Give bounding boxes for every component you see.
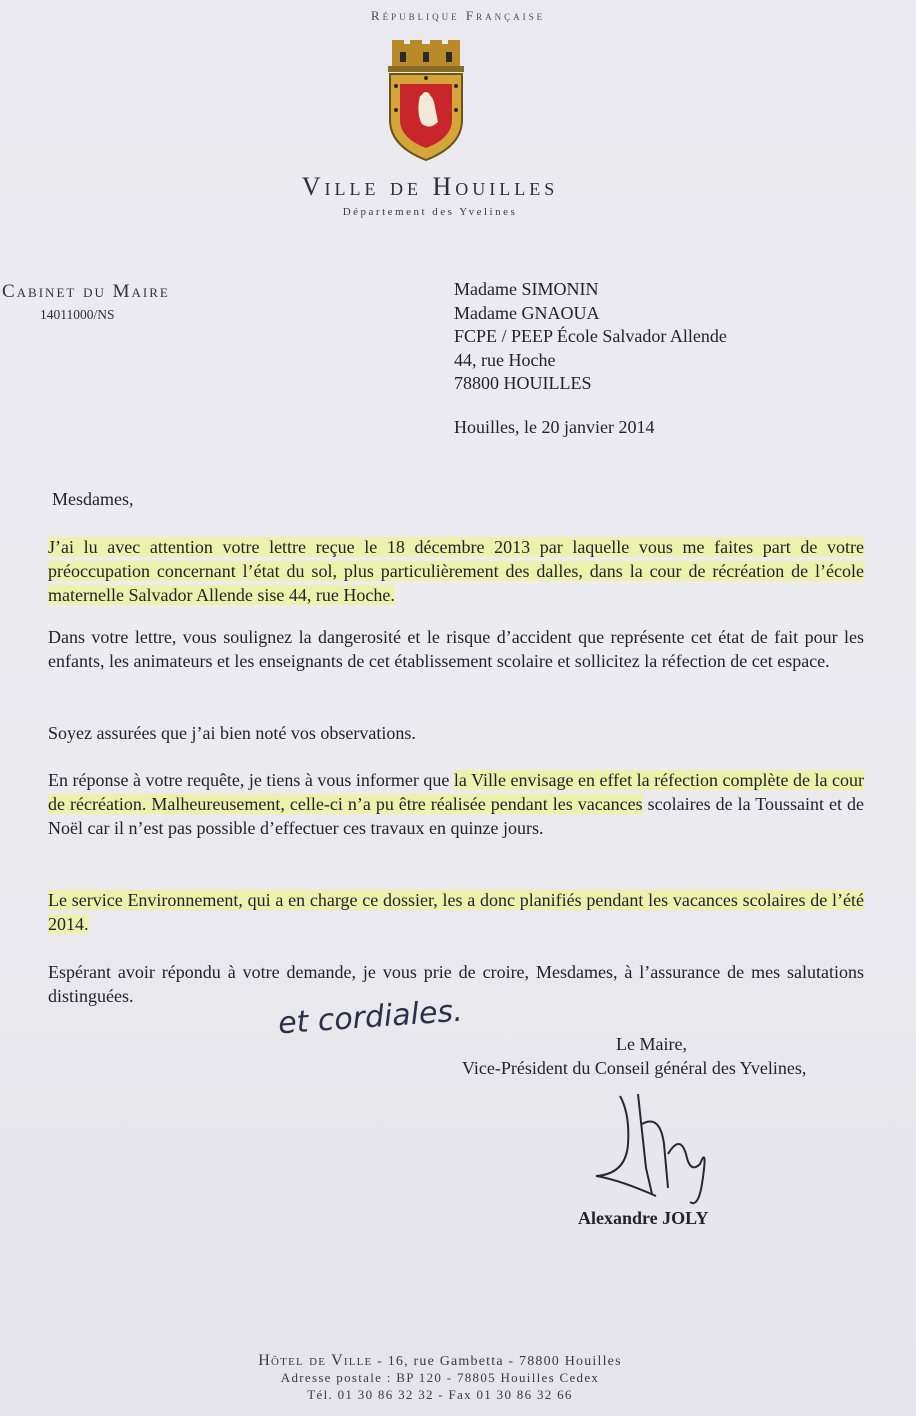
footer-address [0,1352,880,1370]
body-paragraph-6: Espérant avoir répondu à votre demande, je vous prie de croire, Mesdames, à l’assurance de mes salutations distinguées. [48,962,864,1006]
recipient-line: Madame SIMONIN [454,279,599,299]
body-paragraph-2: Dans votre lettre, vous soulignez la dangerosité et le risque d’accident que représente cet état de fait pour les enfants, les animateurs et les enseignants de cet établissement scolaire et sollicitez la réfection de cet espace. [48,627,864,671]
recipient-line: 44, rue Hoche [454,349,556,370]
reference-number: 14011000/NS [40,307,115,322]
handwritten-note: et cordiales. [277,993,464,1042]
signatory-title: Le Maire, [616,1034,687,1054]
salutation: Mesdames, [52,489,134,509]
footer-street: - 16, rue Gambetta - 78800 Houilles [372,1354,622,1369]
date-line: Houilles, le 20 janvier 2014 [454,417,655,437]
footer-postal: Adresse postale : BP 120 - 78805 Houilles Cedex [280,1370,600,1385]
signatory-role: Vice-Président du Conseil général des Yvelines, [462,1058,807,1078]
city-crest-icon [386,40,466,162]
signature-icon [590,1084,740,1214]
city-name: Ville de Houilles [301,172,559,201]
recipient-line: FCPE / PEEP École Salvador Allende [454,326,727,346]
body-paragraph-4 [48,768,864,840]
body-paragraph-3: Soyez assurées que j’ai bien noté vos observations. [48,723,416,743]
highlighted-text: Le service Environnement, qui a en charge ce dossier, les a donc planifiés pendant les vacances scolaires de l’été 2014. [48,890,864,934]
body-paragraph-5 [48,888,864,936]
highlighted-text: la Ville envisage en effet la réfection complète de la cour de récréation. Malheureusement, celle-ci n’a pu être réalisée pendant les vacances [48,770,865,814]
body-text: scolaires de la Toussaint et de Noël car il n’est pas possible d’effectuer ces travaux en quinze jours. [48,794,864,838]
sender-office: Cabinet du Maire [2,281,170,302]
body-paragraph-1 [48,535,864,607]
body-text: En réponse à votre requête, je tiens à vous informer que [48,770,454,790]
republique-header: République Française [370,8,546,23]
footer-contact: Tél. 01 30 86 32 32 - Fax 01 30 86 32 66 [307,1387,573,1402]
highlighted-text: J’ai lu avec attention votre lettre reçue le 18 décembre 2013 par laquelle vous me faites part de votre préoccupation concernant l’état du sol, plus particulièrement des dalles, dans la cour de récréation de l’école maternelle Salvador Allende sise 44, rue Hoche. [48,537,864,605]
signatory-name: Alexandre JOLY [578,1208,709,1228]
recipient-address [454,278,727,396]
department-name: Département des Yvelines [342,206,518,218]
footer-hotel: Hôtel de Ville [258,1352,373,1369]
recipient-line: 78800 HOUILLES [454,373,592,393]
recipient-line: Madame GNAOUA [454,302,600,323]
